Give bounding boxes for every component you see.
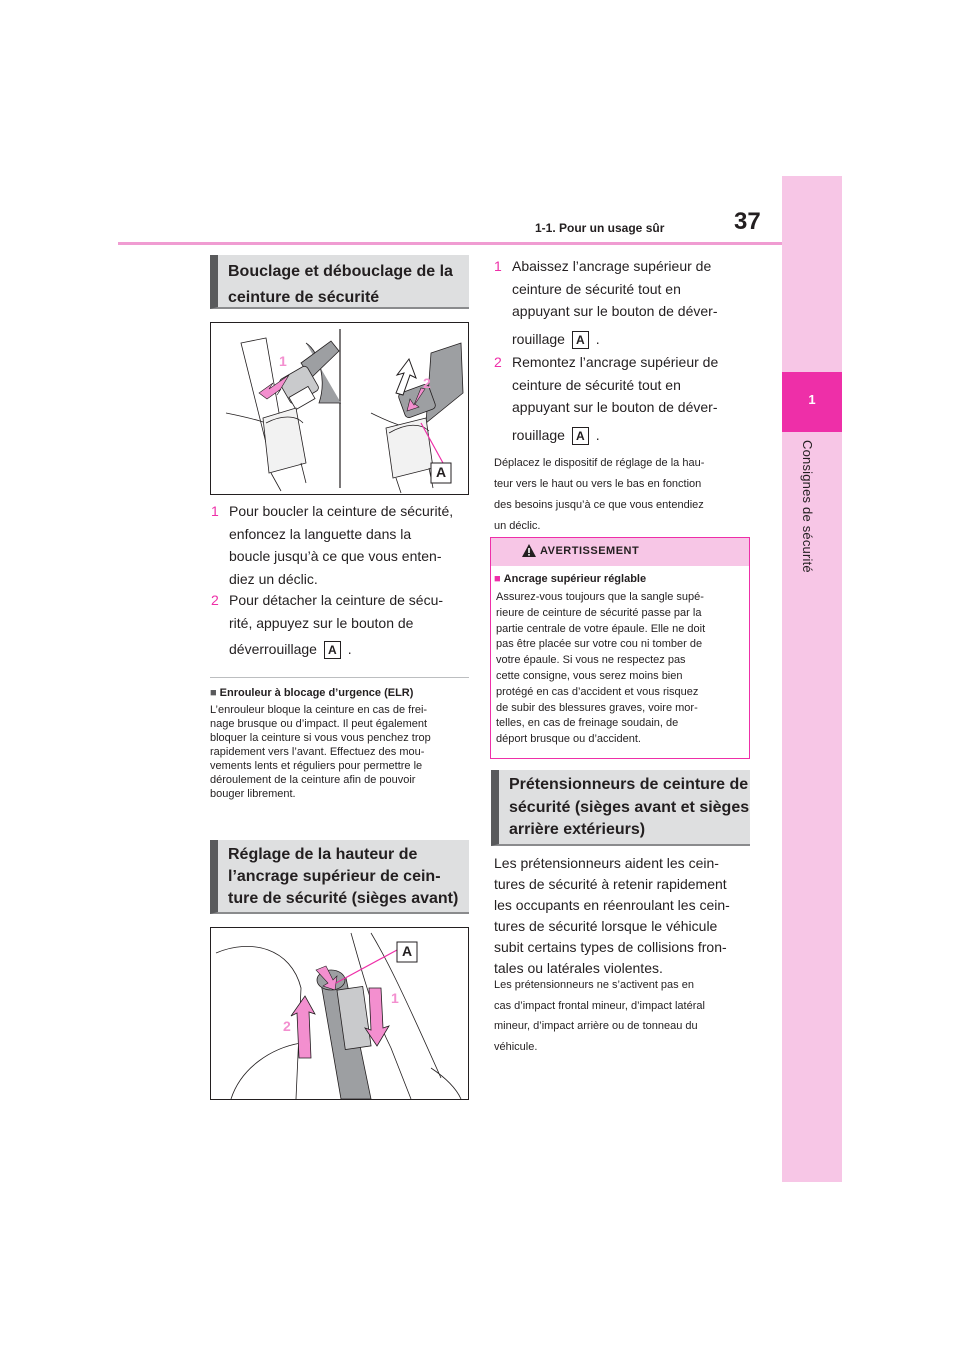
- figure-anchor: [210, 927, 469, 1100]
- page-number: 37: [734, 208, 761, 235]
- pretensioner-note: [494, 975, 756, 1057]
- paragraph-line: tures de sécurité à retenir rapidement: [494, 876, 727, 892]
- figure2-label-a: A: [402, 943, 413, 959]
- elr-line: nage brusque ou d’impact. Il peut également: [210, 718, 428, 730]
- warning-line: rieure de ceinture de sécurité passe par la: [496, 606, 702, 619]
- label-a-badge: A: [572, 427, 589, 445]
- heading-line: Prétensionneurs de ceinture de: [509, 776, 749, 793]
- square-bullet-icon: ■: [494, 573, 501, 585]
- figure1-label-a: A: [436, 464, 447, 480]
- elr-line: vements lents et réguliers pour permettre le: [210, 760, 423, 772]
- warning-line: Assurez-vous toujours que la sangle supé-: [496, 591, 704, 603]
- right-step-2: [494, 351, 759, 451]
- heading-line: sécurité (sièges avant et sièges: [509, 798, 750, 816]
- figure1-label-1: 1: [279, 353, 287, 369]
- step-number: 1: [494, 258, 502, 274]
- chapter-number: 1: [808, 392, 816, 407]
- step-line: ceinture de sécurité tout en: [512, 376, 681, 393]
- step-number: 2: [494, 354, 502, 370]
- warning-text: [496, 590, 746, 748]
- note-line: un déclic.: [494, 520, 541, 532]
- pretensioner-paragraph: [494, 853, 756, 979]
- figure2-label-2: 2: [283, 1018, 291, 1034]
- note-line: des besoins jusqu’à ce que vous entendiez: [494, 499, 704, 511]
- heading-bouclage: [210, 255, 469, 309]
- note-line: mineur, d’impact arrière ou de tonneau du: [494, 1020, 698, 1032]
- warning-line: telles, en cas de freinage soudain, de: [496, 717, 679, 730]
- step-number: 1: [211, 503, 219, 519]
- elr-title: [210, 687, 413, 699]
- elr-title-text: Enrouleur à blocage d’urgence (ELR): [219, 687, 414, 699]
- paragraph-line: tures de sécurité lorsque le véhicule: [494, 918, 718, 934]
- figure-buckle: [210, 322, 469, 495]
- chapter-title: Consignes de sécurité: [800, 440, 815, 573]
- step-suffix: .: [595, 426, 600, 443]
- warning-line: pas être placée sur votre cou ni tomber de: [496, 638, 703, 651]
- step-line: appuyant sur le bouton de déver-: [512, 303, 718, 319]
- warning-subtitle-text: Ancrage supérieur réglable: [503, 573, 647, 585]
- height-adjust-note: [494, 453, 756, 537]
- step-line: rouillage: [512, 426, 565, 443]
- elr-line: L’enrouleur bloque la ceinture en cas de frei-: [210, 704, 428, 716]
- step-number: 2: [211, 592, 219, 608]
- left-step-1: [211, 500, 476, 592]
- note-line: Les prétensionneurs ne s’activent pas en: [494, 979, 694, 991]
- elr-paragraph: [210, 703, 472, 801]
- step-line: boucle jusqu’à ce que vous enten-: [229, 548, 442, 564]
- warning-title: AVERTISSEMENT: [540, 545, 640, 557]
- heading-line: arrière extérieurs): [509, 821, 646, 838]
- step-line: Pour détacher la ceinture de sécu-: [229, 592, 444, 608]
- elr-line: bouger librement.: [210, 788, 296, 800]
- section-header: 1-1. Pour un usage sûr: [535, 221, 665, 235]
- note-line: cas d’impact frontal mineur, d’impact latéral: [494, 999, 705, 1012]
- chapter-side-tab: [782, 176, 842, 1182]
- step-line: diez un déclic.: [229, 570, 318, 587]
- divider: [210, 677, 469, 678]
- step-line: rité, appuyez sur le bouton de: [229, 614, 414, 631]
- warning-line: votre épaule. Si vous ne respectez pas: [496, 654, 686, 667]
- heading-line: ture de sécurité (sièges avant): [228, 890, 459, 907]
- warning-line: déport brusque ou d’accident.: [496, 733, 641, 746]
- heading-reglage: [210, 840, 469, 914]
- step-suffix: .: [595, 330, 600, 347]
- warning-line: de subir des blessures graves, voire mor-: [496, 701, 698, 714]
- warning-line: cette consigne, vous serez moins bien: [496, 669, 683, 682]
- right-step-1: [494, 255, 759, 355]
- warning-subtitle: [494, 573, 646, 585]
- paragraph-line: subit certains types de collisions fron-: [494, 939, 727, 955]
- left-step-2: [211, 589, 476, 665]
- elr-line: bloquer la ceinture si vous vous penchez trop: [210, 732, 431, 744]
- step-line: Abaissez l’ancrage supérieur de: [512, 258, 712, 274]
- paragraph-line: tales ou latérales violentes.: [494, 960, 663, 976]
- anchor-illustration: [211, 928, 468, 1099]
- elr-line: rapidement vers l’avant. Effectuez des mou-: [210, 746, 425, 758]
- buckle-illustration: [211, 323, 468, 494]
- elr-line: déroulement de la ceinture afin de pouvoir: [210, 774, 416, 786]
- step-line: déverrouillage: [229, 641, 317, 657]
- step-line: rouillage: [512, 330, 565, 347]
- label-a-badge: A: [572, 331, 589, 349]
- figure2-label-1: 1: [391, 990, 399, 1006]
- step-line: appuyant sur le bouton de déver-: [512, 399, 718, 415]
- step-suffix: .: [347, 641, 352, 657]
- warning-line: protégé en cas d’accident et vous risquez: [496, 685, 699, 698]
- step-line: enfoncez la languette dans la: [229, 525, 412, 542]
- heading-line: Réglage de la hauteur de: [228, 846, 418, 863]
- heading-pretensionneurs: [491, 770, 750, 846]
- label-a-badge: A: [324, 641, 341, 659]
- heading-bouclage-text: Bouclage et débouclage de la ceinture de sécurité: [228, 263, 453, 306]
- paragraph-line: les occupants en réenroulant les cein-: [494, 897, 730, 913]
- note-line: teur vers le haut ou vers le bas en fonction: [494, 478, 702, 490]
- note-line: véhicule.: [494, 1040, 538, 1053]
- note-line: Déplacez le dispositif de réglage de la hau-: [494, 457, 705, 469]
- warning-triangle-icon: [521, 543, 537, 558]
- step-line: Pour boucler la ceinture de sécurité,: [229, 503, 454, 519]
- paragraph-line: Les prétensionneurs aident les cein-: [494, 855, 719, 871]
- figure1-label-2: 2: [423, 375, 431, 391]
- heading-line: l’ancrage supérieur de cein-: [228, 868, 441, 885]
- step-line: Remontez l’ancrage supérieur de: [512, 354, 719, 370]
- warning-line: partie centrale de votre épaule. Elle ne doit: [496, 622, 706, 635]
- step-line: ceinture de sécurité tout en: [512, 280, 681, 297]
- header-rule: [118, 242, 782, 245]
- square-bullet-icon: ■: [210, 687, 217, 699]
